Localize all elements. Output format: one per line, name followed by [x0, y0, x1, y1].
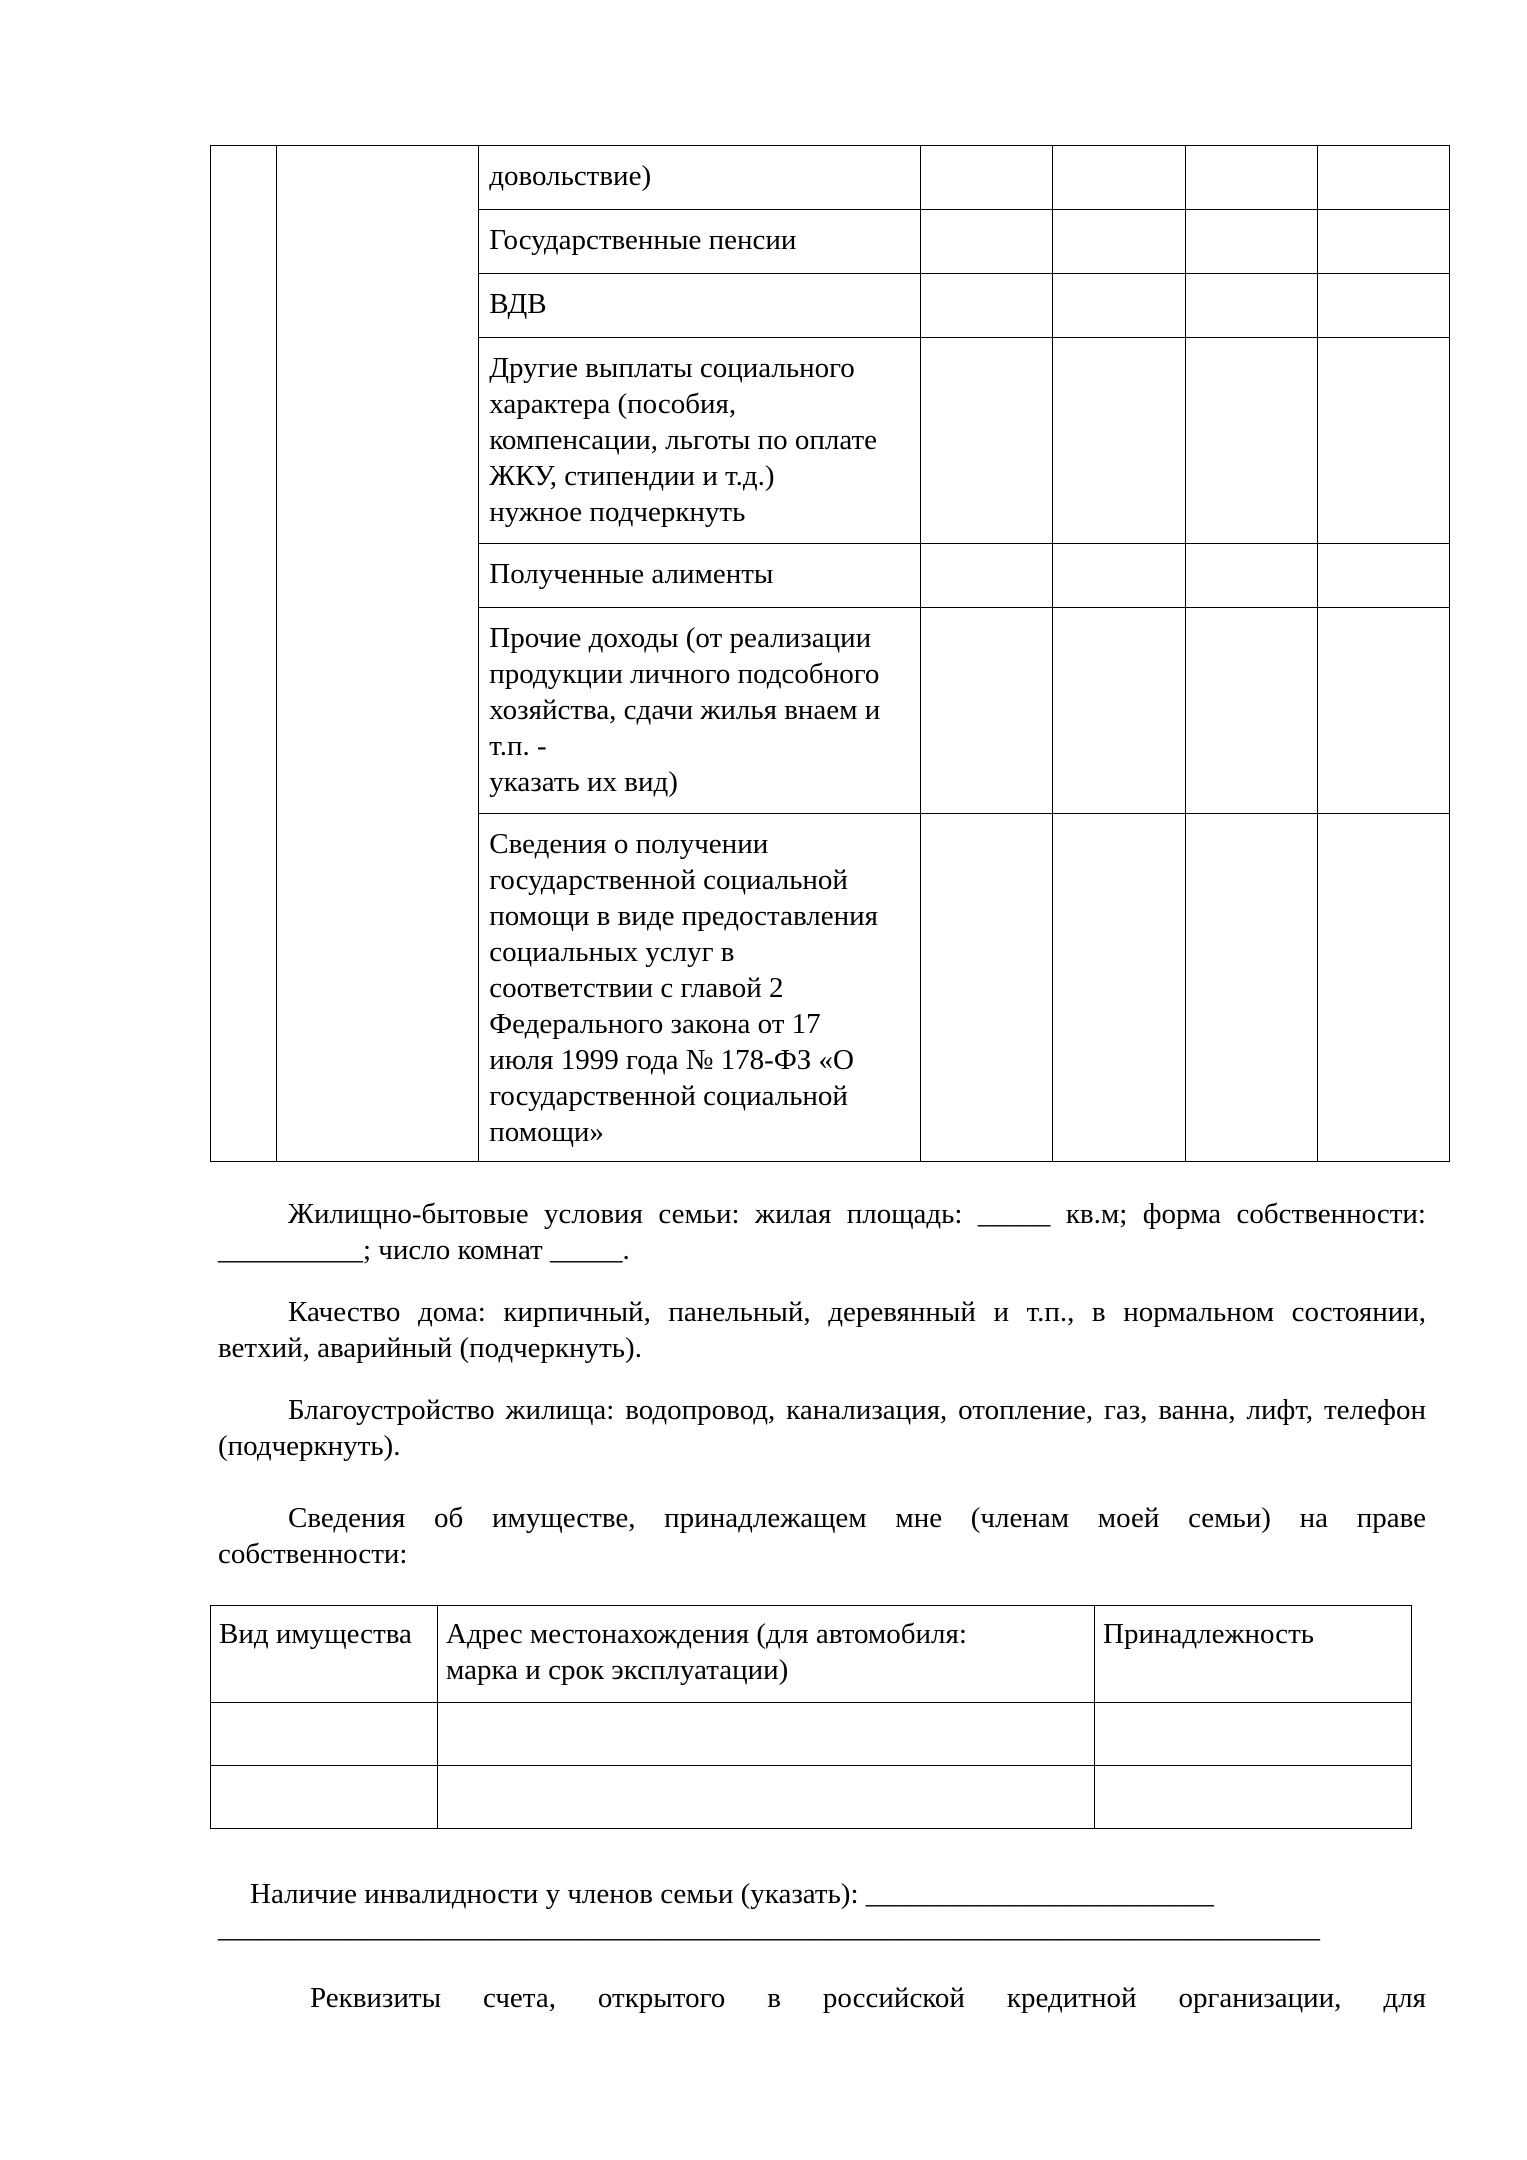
blank-cell — [438, 1703, 1095, 1766]
blank-cell — [921, 814, 1053, 1162]
property-intro-paragraph — [218, 1500, 1426, 1572]
table-row — [211, 146, 1450, 210]
housing-text: Жилищно-бытовые условия семьи: жилая площадь: _____ кв.м; форма собственности: __________; число комнат _____. — [218, 1198, 1426, 1266]
blank-cell — [1185, 814, 1317, 1162]
blank-cell — [1317, 274, 1449, 338]
blank-cell — [921, 146, 1053, 210]
income-type-cell: Полученные алименты — [479, 544, 921, 608]
property-table — [210, 1605, 1412, 1829]
house-quality-paragraph — [218, 1294, 1426, 1366]
header-property-type: Вид имущества — [211, 1606, 438, 1703]
blank-cell — [211, 1703, 438, 1766]
blank-cell — [1053, 814, 1185, 1162]
blank-cell — [1185, 274, 1317, 338]
blank-cell — [1317, 338, 1449, 544]
blank-cell — [921, 210, 1053, 274]
header-ownership: Принадлежность — [1095, 1606, 1412, 1703]
income-type-cell: довольствие) — [479, 146, 921, 210]
blank-cell — [1185, 608, 1317, 814]
blank-cell — [1185, 146, 1317, 210]
header-address: Адрес местонахождения (для автомобиля: марка и срок эксплуатации) — [438, 1606, 1095, 1703]
table-row — [211, 1703, 1412, 1766]
blank-cell — [211, 146, 277, 1162]
disability-line-2: ____________________________________________________________________________ — [218, 1912, 1320, 1944]
blank-cell — [1053, 544, 1185, 608]
blank-cell — [921, 338, 1053, 544]
bank-details-paragraph — [310, 1980, 1426, 2016]
blank-cell — [1185, 210, 1317, 274]
blank-cell — [1053, 608, 1185, 814]
bank-details-text: Реквизиты счета, открытого в российской кредитной организации, для — [310, 1982, 1426, 2014]
blank-cell — [1185, 544, 1317, 608]
table-row — [211, 1766, 1412, 1829]
amenities-paragraph — [218, 1392, 1426, 1464]
blank-cell — [277, 146, 479, 1162]
amenities-text: Благоустройство жилища: водопровод, канализация, отопление, газ, ванна, лифт, телефон (подчеркнуть). — [218, 1394, 1426, 1462]
blank-cell — [921, 274, 1053, 338]
blank-cell — [1095, 1703, 1412, 1766]
blank-cell — [1317, 210, 1449, 274]
income-table — [210, 145, 1450, 1162]
blank-cell — [438, 1766, 1095, 1829]
property-intro-text: Сведения об имуществе, принадлежащем мне (членам моей семьи) на праве собственности: — [218, 1502, 1426, 1570]
house-quality-text: Качество дома: кирпичный, панельный, деревянный и т.п., в нормальном состоянии, ветхий, аварийный (подчеркнуть). — [218, 1296, 1426, 1364]
blank-cell — [1317, 608, 1449, 814]
blank-cell — [1317, 544, 1449, 608]
income-table-body — [211, 146, 1450, 1162]
blank-cell — [1185, 338, 1317, 544]
disability-line-1: Наличие инвалидности у членов семьи (указать): ________________________ — [250, 1878, 1214, 1910]
income-type-cell: Прочие доходы (от реализации продукции личного подсобного хозяйства, сдачи жилья внаем и т.п. - указать их вид) — [479, 608, 921, 814]
income-type-cell: ВДВ — [479, 274, 921, 338]
income-type-cell: Сведения о получении государственной социальной помощи в виде предоставления социальных услуг в соответствии с главой 2 Федерального закона от 17 июля 1999 года № 178-ФЗ «О государственной социальной помощи» — [479, 814, 921, 1162]
blank-cell — [211, 1766, 438, 1829]
blank-cell — [1053, 274, 1185, 338]
property-table-body — [211, 1606, 1412, 1829]
blank-cell — [1317, 814, 1449, 1162]
blank-cell — [1317, 146, 1449, 210]
blank-cell — [921, 608, 1053, 814]
income-type-cell: Другие выплаты социального характера (пособия, компенсации, льготы по оплате ЖКУ, стипендии и т.д.) нужное подчеркнуть — [479, 338, 921, 544]
blank-cell — [1053, 338, 1185, 544]
blank-cell — [1095, 1766, 1412, 1829]
blank-cell — [1053, 210, 1185, 274]
housing-paragraph — [218, 1196, 1426, 1268]
blank-cell — [921, 544, 1053, 608]
income-type-cell: Государственные пенсии — [479, 210, 921, 274]
table-header-row — [211, 1606, 1412, 1703]
blank-cell — [1053, 146, 1185, 210]
